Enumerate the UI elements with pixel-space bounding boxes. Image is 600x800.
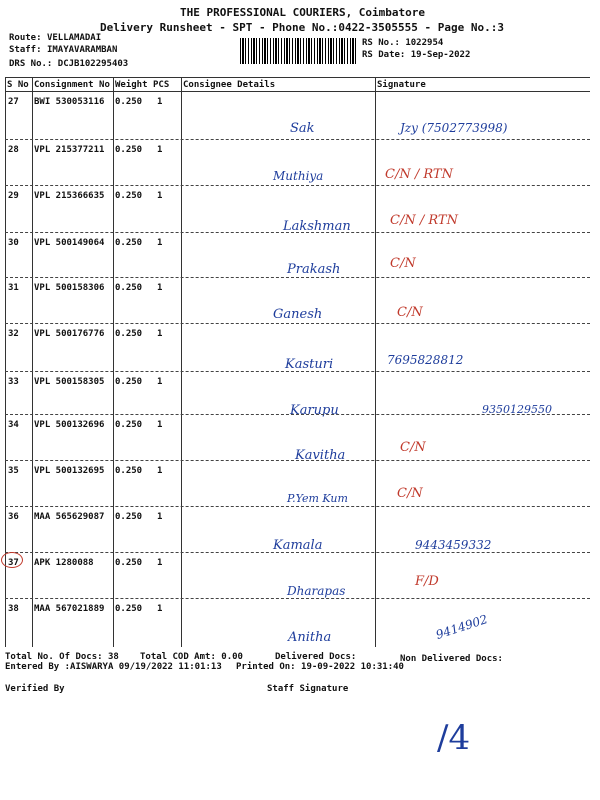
- entered-by: Entered By :AISWARYA 09/19/2022 11:01:13: [5, 662, 222, 672]
- rs-number: RS No.: 1022954: [362, 38, 444, 48]
- row-sno: 27: [8, 97, 19, 107]
- table-row: [5, 234, 590, 280]
- row-weight: 0.250: [115, 329, 143, 339]
- row-divider: [5, 460, 590, 461]
- row-pcs: 1: [157, 97, 163, 107]
- header-sno: S No: [7, 80, 29, 90]
- circle-mark: [1, 552, 23, 568]
- company-title: THE PROFESSIONAL COURIERS, Coimbatore: [180, 6, 426, 19]
- row-sno: 36: [8, 512, 19, 522]
- row-sno: 31: [8, 283, 19, 293]
- row-consignment: MAA 565629087: [34, 512, 105, 522]
- staff-row: [9, 45, 117, 55]
- row-sno: 29: [8, 191, 19, 201]
- row-signature: 9350129550: [482, 403, 552, 416]
- row-consignment: APK 1280088: [34, 558, 94, 568]
- row-consignment: VPL 500149064: [34, 238, 105, 248]
- row-consignment: VPL 500158305: [34, 377, 105, 387]
- row-divider: [5, 185, 590, 186]
- table-row: [5, 600, 590, 646]
- row-pcs: 1: [157, 191, 163, 201]
- runsheet-table: [5, 77, 590, 647]
- row-divider: [5, 139, 590, 140]
- row-signature: C/N / RTN: [390, 213, 458, 228]
- row-weight: 0.250: [115, 191, 143, 201]
- row-weight: 0.250: [115, 604, 143, 614]
- row-signature: C/N: [397, 305, 423, 320]
- row-divider: [5, 598, 590, 599]
- row-pcs: 1: [157, 558, 163, 568]
- table-row: [5, 373, 590, 419]
- row-weight: 0.250: [115, 238, 143, 248]
- row-divider: [5, 277, 590, 278]
- row-consignment: VPL 500158306: [34, 283, 105, 293]
- row-weight: 0.250: [115, 558, 143, 568]
- drs-row: [9, 59, 128, 69]
- route-label: Route:: [9, 33, 42, 43]
- verified-by: Verified By: [5, 684, 65, 694]
- table-row: [5, 462, 590, 508]
- header-consignment: Consignment No: [34, 80, 110, 90]
- row-sno: 35: [8, 466, 19, 476]
- row-weight: 0.250: [115, 420, 143, 430]
- row-consignment: MAA 567021889: [34, 604, 105, 614]
- row-pcs: 1: [157, 604, 163, 614]
- staff-signature: Staff Signature: [267, 684, 349, 694]
- row-pcs: 1: [157, 377, 163, 387]
- route-row: [9, 33, 101, 43]
- row-consignee-name: Kavitha: [295, 448, 346, 463]
- table-row: [5, 187, 590, 233]
- table-row: [5, 279, 590, 325]
- table-row: [5, 141, 590, 187]
- row-sno: 38: [8, 604, 19, 614]
- table-top-border: [5, 77, 590, 78]
- row-signature: C/N: [397, 486, 423, 501]
- barcode: [240, 38, 358, 64]
- table-row: [5, 508, 590, 554]
- row-pcs: 1: [157, 512, 163, 522]
- row-weight: 0.250: [115, 145, 143, 155]
- row-signature: 9414902: [434, 612, 490, 642]
- row-consignee-name: P.Yem Kum: [287, 492, 348, 505]
- non-delivered-docs: Non Delivered Docs:: [400, 654, 503, 664]
- row-sno: 37: [8, 558, 19, 568]
- staff-label: Staff:: [9, 45, 42, 55]
- row-pcs: 1: [157, 329, 163, 339]
- row-consignment: VPL 500132695: [34, 466, 105, 476]
- row-pcs: 1: [157, 283, 163, 293]
- total-cod: Total COD Amt: 0.00: [140, 652, 243, 662]
- delivered-docs: Delivered Docs:: [275, 652, 357, 662]
- rs-date: RS Date: 19-Sep-2022: [362, 50, 471, 60]
- table-row: [5, 416, 590, 462]
- row-weight: 0.250: [115, 283, 143, 293]
- row-consignment: VPL 500176776: [34, 329, 105, 339]
- route-value: VELLAMADAI: [46, 33, 102, 43]
- row-pcs: 1: [157, 145, 163, 155]
- row-sno: 33: [8, 377, 19, 387]
- row-pcs: 1: [157, 420, 163, 430]
- row-consignee-name: Anitha: [288, 630, 332, 645]
- table-row: [5, 325, 590, 371]
- table-row: [5, 554, 590, 600]
- row-divider: [5, 232, 590, 233]
- table-header-border: [5, 91, 590, 92]
- page-mark: /4: [437, 718, 471, 758]
- row-consignee-name: Karupu: [290, 403, 339, 418]
- row-consignee-name: Sak: [290, 121, 315, 136]
- printed-on: Printed On: 19-09-2022 10:31:40: [236, 662, 404, 672]
- row-consignee-name: Dharapas: [287, 584, 346, 598]
- row-consignee-name: Ganesh: [273, 307, 323, 322]
- header-signature: Signature: [377, 80, 426, 90]
- row-consignee-name: Lakshman: [283, 219, 351, 234]
- row-divider: [5, 552, 590, 553]
- row-signature: Jzy (7502773998): [400, 121, 508, 135]
- row-signature: C/N: [390, 256, 416, 271]
- row-consignee-name: Kasturi: [285, 357, 334, 372]
- row-signature: C/N / RTN: [385, 167, 453, 182]
- runsheet-subtitle: Delivery Runsheet - SPT - Phone No.:0422-3505555 - Page No.:3: [100, 21, 504, 34]
- header-weight: Weight: [115, 80, 148, 90]
- header-consignee: Consignee Details: [183, 80, 276, 90]
- row-sno: 28: [8, 145, 19, 155]
- row-pcs: 1: [157, 466, 163, 476]
- table-row: [5, 93, 590, 139]
- row-divider: [5, 414, 590, 415]
- row-sno: 30: [8, 238, 19, 248]
- row-consignment: VPL 215377211: [34, 145, 105, 155]
- row-pcs: 1: [157, 238, 163, 248]
- row-divider: [5, 506, 590, 507]
- row-weight: 0.250: [115, 97, 143, 107]
- row-consignee-name: Kamala: [273, 538, 323, 553]
- drs-value: DCJB102295403: [57, 59, 129, 69]
- row-consignment: VPL 215366635: [34, 191, 105, 201]
- row-weight: 0.250: [115, 377, 143, 387]
- row-consignee-name: Muthiya: [273, 169, 324, 183]
- total-docs: Total No. Of Docs: 38: [5, 652, 119, 662]
- row-consignee-name: Prakash: [287, 262, 341, 277]
- row-signature: F/D: [415, 574, 439, 589]
- row-signature: 9443459332: [415, 538, 492, 552]
- row-signature: C/N: [400, 440, 426, 455]
- staff-value: IMAYAVARAMBAN: [46, 45, 118, 55]
- row-sno: 32: [8, 329, 19, 339]
- row-weight: 0.250: [115, 512, 143, 522]
- row-signature: 7695828812: [387, 353, 464, 367]
- row-consignment: VPL 500132696: [34, 420, 105, 430]
- row-divider: [5, 371, 590, 372]
- row-weight: 0.250: [115, 466, 143, 476]
- drs-label: DRS No.:: [9, 59, 53, 69]
- header-pcs: PCS: [153, 80, 170, 90]
- row-consignment: BWI 530053116: [34, 97, 105, 107]
- row-divider: [5, 323, 590, 324]
- row-sno: 34: [8, 420, 19, 430]
